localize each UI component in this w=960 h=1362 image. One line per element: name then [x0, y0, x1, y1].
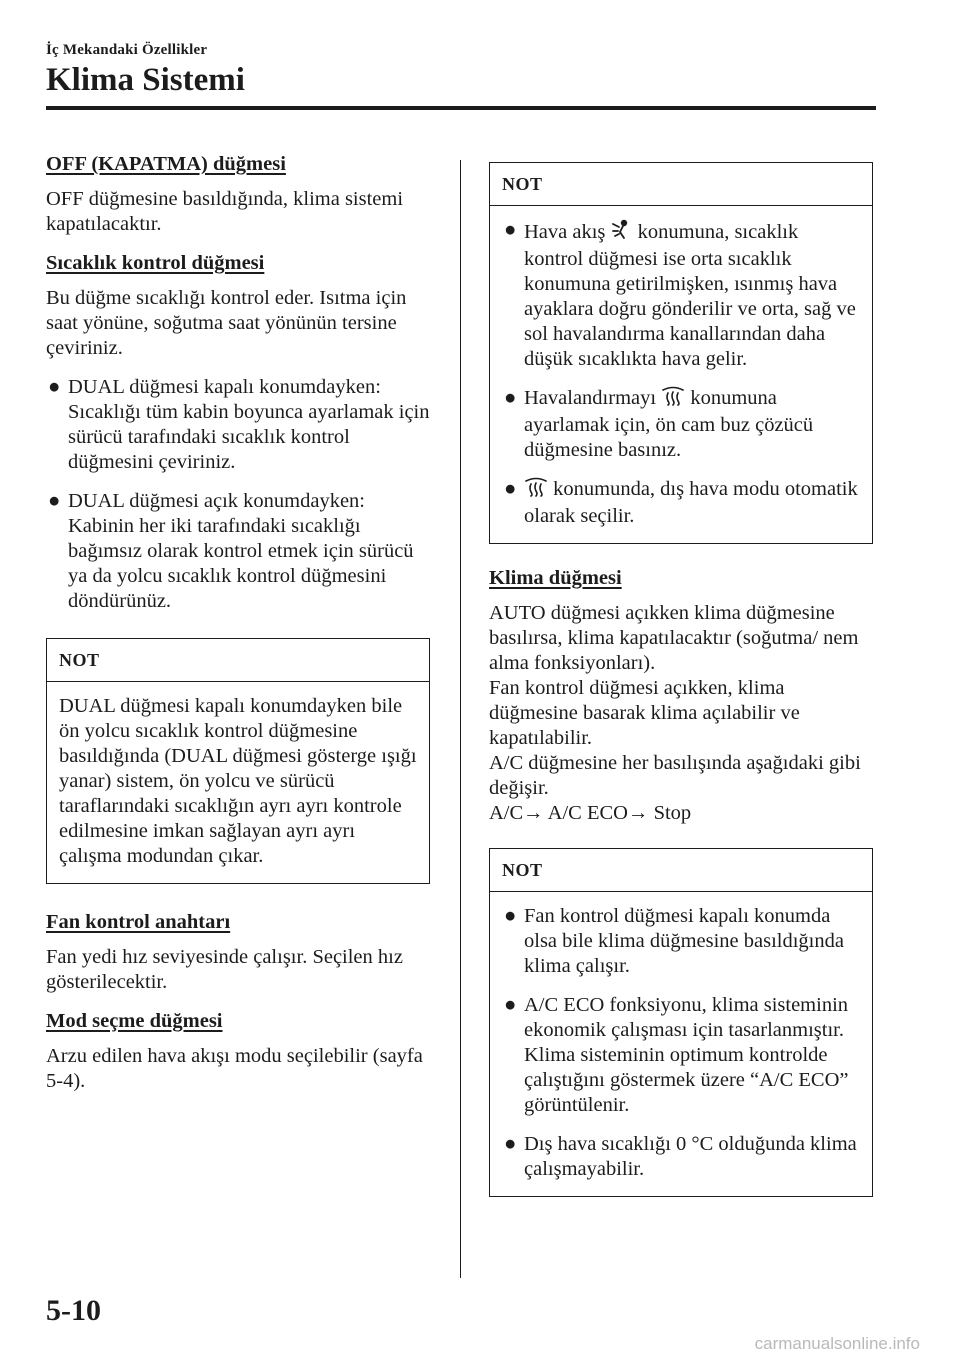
note-title: NOT [490, 163, 872, 206]
bullet-icon: ● [48, 490, 61, 512]
list-item [46, 489, 432, 614]
list-item-text: Havalandırmayı [524, 387, 657, 409]
list-item [46, 375, 432, 475]
bullet-icon: ● [48, 376, 61, 398]
ac-paragraph: Fan kontrol düğmesi açıkken, klima düğmesine basarak klima açılabilir ve kapatılabilir. [489, 677, 800, 749]
fan-control-heading: Fan kontrol anahtarı [46, 911, 231, 933]
note-text: DUAL düğmesi kapalı konumdayken bile ön yolcu sıcaklık kontrol düğmesine basıldığında (DUAL düğmesi gösterge ışığı yanar) sistem, ön yolcu ve sürücü taraflarındaki sıcaklığın ayrı ayrı kontrole edilmesine imkan sağlayan ayrı ayrı çalışma modundan çıkar. [59, 695, 417, 867]
note-box [46, 638, 430, 884]
windshield-defrost-icon [661, 386, 685, 413]
temp-control-text: Bu düğme sıcaklığı kontrol eder. Isıtma için saat yönüne, soğutma saat yönünün tersine çeviriniz. [46, 287, 407, 359]
list-item-text: konumuna, sıcaklık kontrol düğmesi ise orta sıcaklık konumuna getirilmişken, ısınmış hava ayaklara doğru gönderilir ve orta, sağ ve sol havalandırma kanallarından daha düşük sıcaklıkta hava gelir. [524, 221, 856, 370]
page-title: Klima Sistemi [46, 62, 245, 98]
note-box-airflow [489, 162, 873, 544]
list-item-text: DUAL düğmesi kapalı konumdayken: Sıcaklığı tüm kabin boyunca ayarlamak için sürücü tarafındaki sıcaklık kontrol düğmesini çeviriniz. [68, 376, 430, 473]
watermark: carmanualsonline.info [754, 1334, 920, 1353]
bullet-icon: ● [504, 219, 517, 241]
ac-button-heading: Klima düğmesi [489, 567, 622, 589]
mode-select-heading: Mod seçme düğmesi [46, 1010, 223, 1032]
list-item [502, 386, 860, 463]
ac-sequence: A/C→ A/C ECO→ Stop [489, 802, 692, 824]
list-item-text: Hava akış [524, 221, 606, 243]
note-title: NOT [47, 639, 429, 682]
ac-paragraph: A/C düğmesine her basılışında aşağıdaki gibi değişir. [489, 752, 861, 799]
windshield-defrost-icon [524, 477, 548, 504]
breadcrumb: İç Mekandaki Özellikler [46, 42, 208, 58]
list-item-text: DUAL düğmesi açık konumdayken: Kabinin her iki tarafındaki sıcaklığı bağımsız olarak kontrol etmek için sürücü ya da yolcu sıcaklık kontrol düğmesini döndürünüz. [68, 490, 414, 612]
off-button-heading: OFF (KAPATMA) düğmesi [46, 153, 286, 175]
bullet-icon: ● [504, 994, 517, 1016]
list-item-text: konumunda, dış hava modu otomatik olarak seçilir. [524, 478, 858, 527]
temp-control-heading: Sıcaklık kontrol düğmesi [46, 252, 265, 274]
note-body [490, 206, 872, 543]
fan-control-text: Fan yedi hız seviyesinde çalışır. Seçilen hız gösterilecektir. [46, 946, 403, 993]
right-column [489, 162, 875, 1223]
list-item [502, 1132, 860, 1182]
note-box-ac [489, 848, 873, 1197]
list-item [502, 993, 860, 1118]
left-column [46, 152, 432, 1108]
ac-paragraph: AUTO düğmesi açıkken klima düğmesine basılırsa, klima kapatılacaktır (soğutma/ nem alma fonksiyonları). [489, 602, 859, 674]
note-body [490, 892, 872, 1196]
list-item-text: Fan kontrol düğmesi kapalı konumda olsa bile klima düğmesine basıldığında klima çalışır. [524, 905, 844, 977]
temp-control-list [46, 375, 432, 614]
list-item [502, 218, 860, 372]
bullet-icon: ● [504, 387, 517, 409]
header-rule [46, 106, 876, 110]
page-number: 5-10 [46, 1294, 101, 1327]
bi-level-airflow-icon [611, 218, 633, 247]
bullet-icon: ● [504, 478, 517, 500]
mode-select-text: Arzu edilen hava akışı modu seçilebilir (sayfa 5-4). [46, 1045, 423, 1092]
list-item [502, 477, 860, 529]
ac-button-text [489, 601, 875, 826]
list-item-text: konumuna ayarlamak için, ön cam buz çözücü düğmesine basınız. [524, 387, 814, 461]
note-title: NOT [490, 849, 872, 892]
off-button-text: OFF düğmesine basıldığında, klima sistemi kapatılacaktır. [46, 188, 404, 235]
list-item [502, 904, 860, 979]
list-item-text: A/C ECO fonksiyonu, klima sisteminin ekonomik çalışması için tasarlanmıştır. Klima sisteminin optimum kontrolde çalıştığını göstermek üzere “A/C ECO” görüntülenir. [524, 994, 849, 1116]
list-item-text: Dış hava sıcaklığı 0 °C olduğunda klima çalışmayabilir. [524, 1133, 857, 1180]
bullet-icon: ● [504, 1133, 517, 1155]
bullet-icon: ● [504, 905, 517, 927]
column-divider [460, 160, 461, 1278]
